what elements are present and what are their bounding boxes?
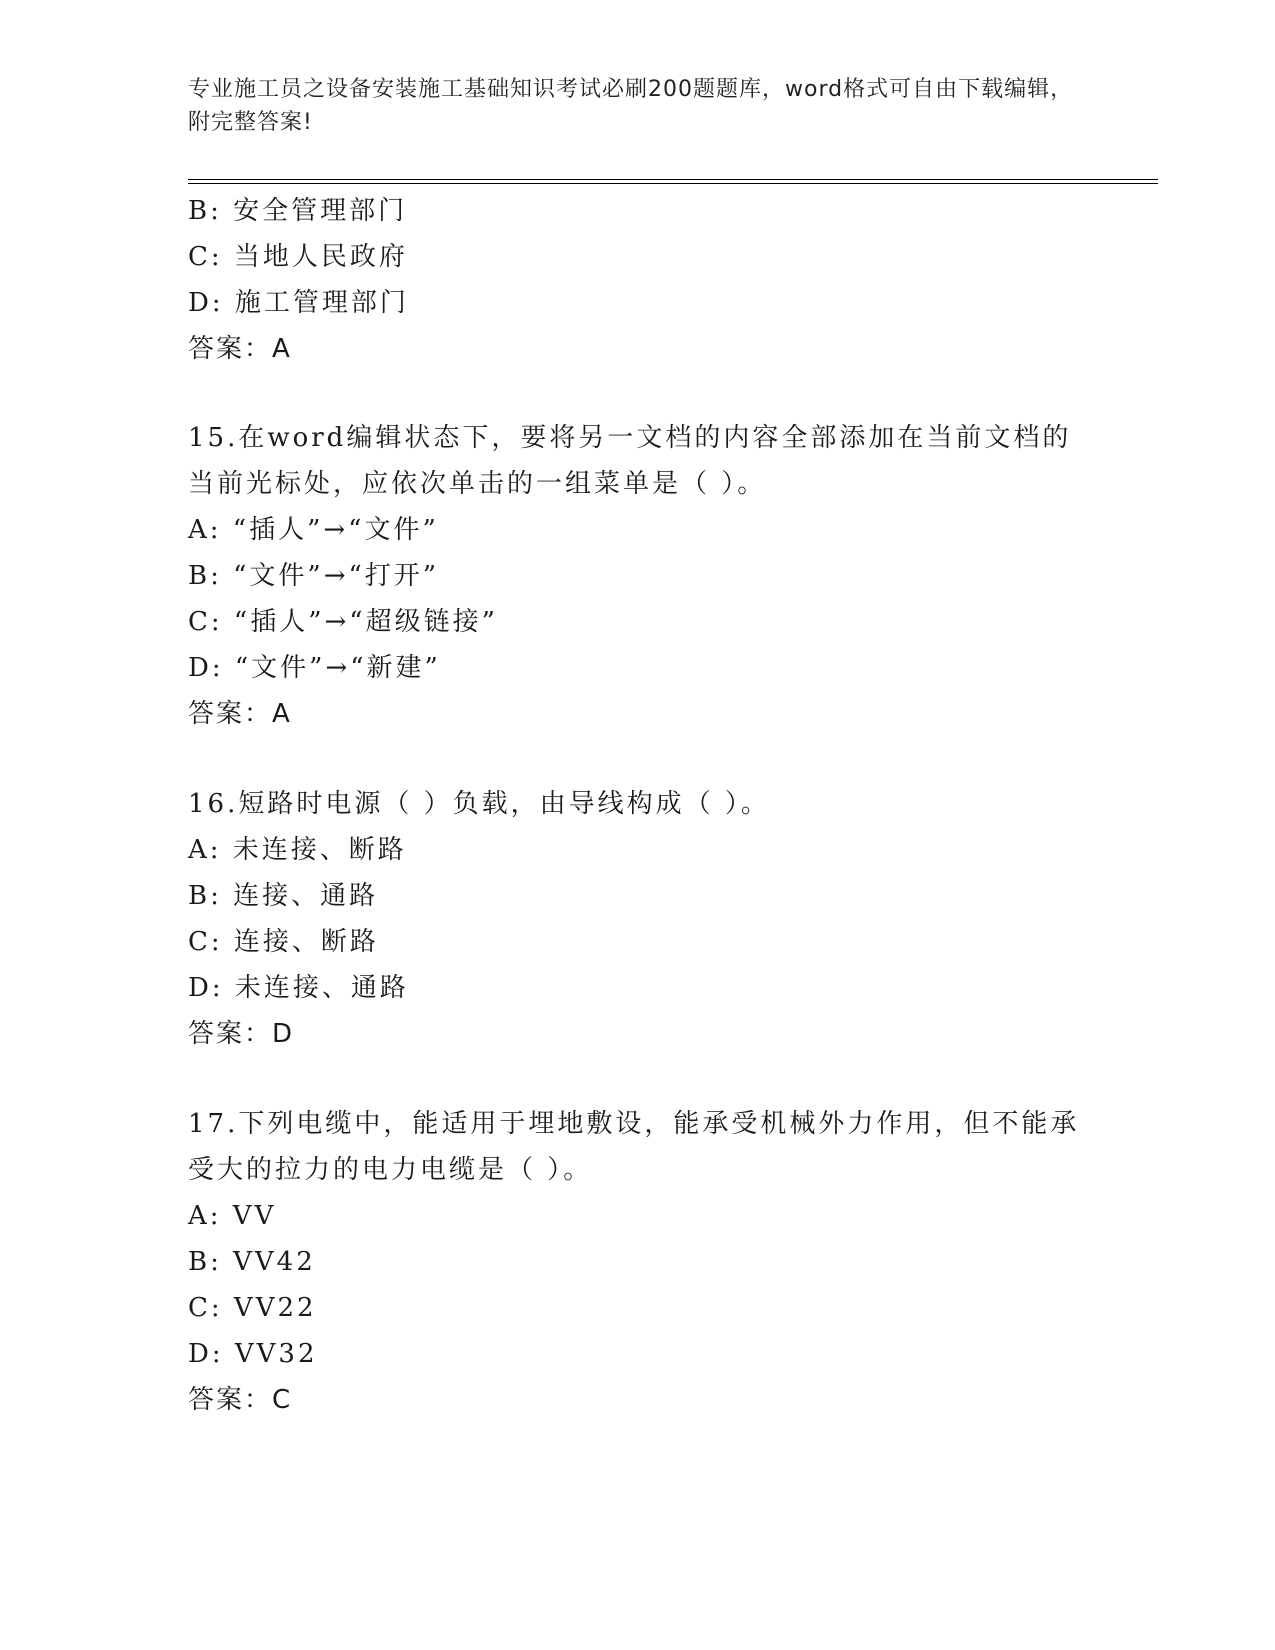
option-d: D: 未连接、通路	[188, 973, 409, 1003]
question-stem: 16.短路时电源（ ）负载，由导线构成（ ）。	[188, 789, 770, 819]
question-block	[188, 781, 1088, 1057]
question-block	[188, 1101, 1088, 1423]
option-a: A: 未连接、断路	[188, 835, 407, 865]
question-block	[188, 188, 1088, 372]
option-b: B: “文件”→“打开”	[188, 561, 440, 591]
option-d: D: VV32	[188, 1339, 318, 1369]
option-d: D: 施工管理部门	[188, 288, 409, 318]
option-c: C: VV22	[188, 1293, 317, 1323]
header-divider-top	[188, 179, 1158, 180]
question-stem: 15.在word编辑状态下，要将另一文档的内容全部添加在当前文档的当前光标处，应依次单击的一组菜单是（ ）。	[188, 423, 1072, 499]
answer-line: 答案：C	[188, 1385, 293, 1415]
option-b: B: 安全管理部门	[188, 196, 408, 226]
option-d: D: “文件”→“新建”	[188, 653, 441, 683]
answer-line: 答案：A	[188, 699, 292, 729]
option-b: B: 连接、通路	[188, 881, 379, 911]
answer-line: 答案：D	[188, 1019, 295, 1049]
option-c: C: 连接、断路	[188, 927, 379, 957]
question-stem: 17.下列电缆中，能适用于埋地敷设，能承受机械外力作用，但不能承受大的拉力的电力电缆是（ ）。	[188, 1109, 1080, 1185]
option-c: C: “插人”→“超级链接”	[188, 607, 498, 637]
option-a: A: VV	[188, 1201, 277, 1231]
question-list	[188, 188, 1088, 1423]
question-block	[188, 415, 1088, 737]
option-c: C: 当地人民政府	[188, 242, 408, 272]
answer-line: 答案：A	[188, 334, 292, 364]
header-divider-bottom	[188, 183, 1158, 184]
document-header: 专业施工员之设备安装施工基础知识考试必刷200题题库，word格式可自由下载编辑，附完整答案!	[188, 77, 1074, 135]
option-a: A: “插人”→“文件”	[188, 515, 439, 545]
option-b: B: VV42	[188, 1247, 316, 1277]
